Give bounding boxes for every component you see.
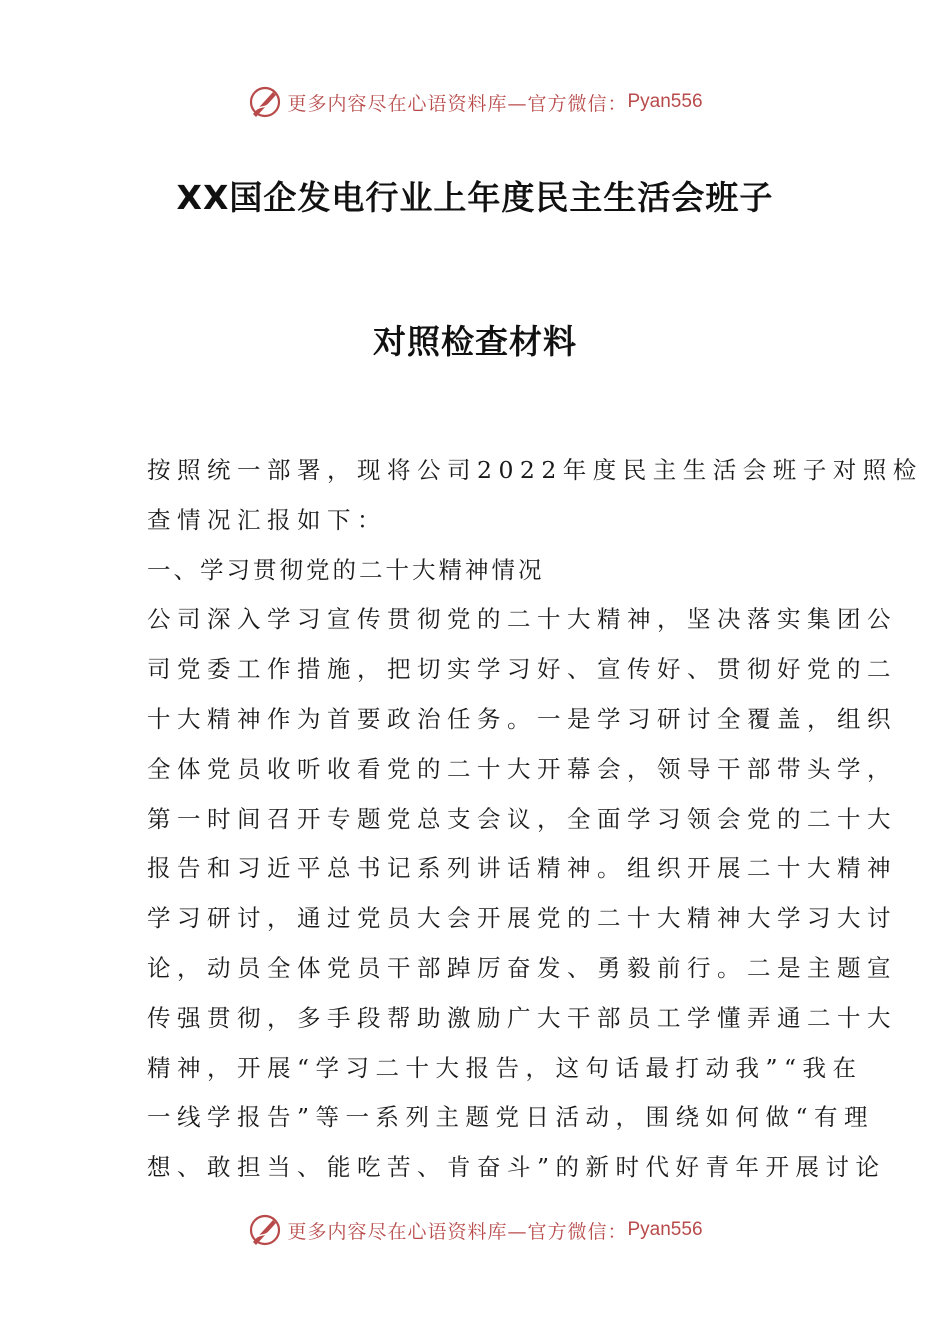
paragraph-line: 精神，开展“学习二十大报告，这句话最打动我”“我在 — [147, 1053, 863, 1082]
paragraph-line: 一线学报告”等一系列主题党日活动，围绕如何做“有理 — [147, 1103, 875, 1132]
pen-logo-icon — [247, 84, 283, 120]
paragraph-line: 十大精神作为首要政治任务。一是学习研讨全覆盖，组织 — [147, 704, 897, 733]
watermark-text: 更多内容尽在心语资料库—官方微信： — [287, 92, 628, 115]
paragraph-line: 第一时间召开专题党总支会议，全面学习领会党的二十大 — [147, 804, 897, 833]
intro-line: 查情况汇报如下： — [147, 505, 387, 534]
paragraph-line: 全体党员收听收看党的二十大开幕会，领导干部带头学， — [147, 754, 897, 783]
paragraph-line: 司党委工作措施，把切实学习好、宣传好、贯彻好党的二 — [147, 655, 897, 684]
intro-line: 按照统一部署，现将公司2022年度民主生活会班子对照检 — [147, 456, 923, 484]
paragraph-line: 学习研讨，通过党员大会开展党的二十大精神大学习大讨 — [147, 904, 897, 933]
intro-paragraph — [147, 446, 923, 546]
document-title-line-1: XX国企发电行业上年度民主生活会班子 — [176, 178, 774, 217]
watermark-footer — [0, 1208, 950, 1252]
paragraph-line: 想、敢担当、能吃苦、肯奋斗”的新时代好青年开展讨论 — [147, 1153, 886, 1182]
document-body — [147, 446, 923, 1193]
paragraph-line: 报告和习近平总书记系列讲话精神。组织开展二十大精神 — [147, 854, 897, 883]
paragraph-line: 论，动员全体党员干部踔厉奋发、勇毅前行。二是主题宣 — [147, 953, 897, 982]
watermark-text: 更多内容尽在心语资料库—官方微信： — [287, 1220, 628, 1243]
section-heading: 一、学习贯彻党的二十大精神情况 — [147, 555, 545, 584]
watermark-header — [0, 80, 950, 124]
paragraph-line: 传强贯彻，多手段帮助激励广大干部员工学懂弄通二十大 — [147, 1003, 897, 1032]
watermark-wechat-id: Pyan556 — [627, 1219, 703, 1240]
watermark-wechat-id: Pyan556 — [627, 91, 703, 112]
section-paragraph — [147, 595, 897, 1193]
pen-logo-icon — [247, 1212, 283, 1248]
paragraph-line: 公司深入学习宣传贯彻党的二十大精神，坚决落实集团公 — [147, 605, 897, 634]
document-title-line-2: 对照检查材料 — [373, 322, 577, 361]
